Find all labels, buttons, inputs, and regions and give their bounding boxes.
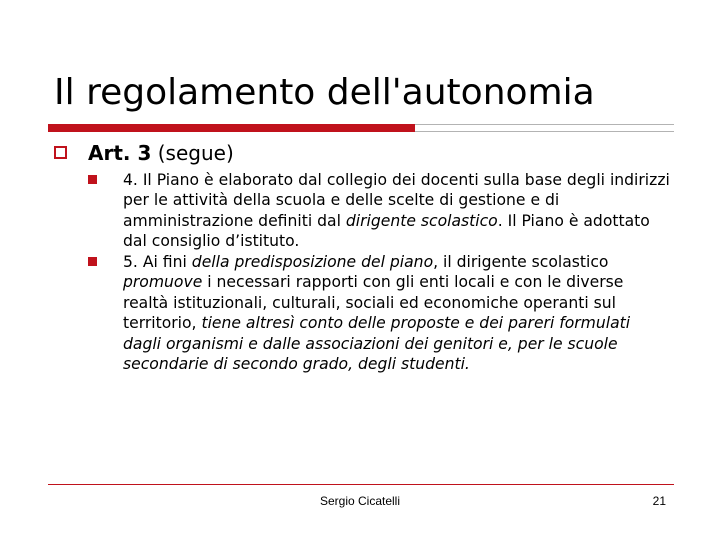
text-segment: , il dirigente scolastico [433,253,609,271]
list-item-text [123,252,673,374]
heading-rest: (segue) [151,141,234,165]
text-segment: i necessari rapporti con gli enti locali e con le diverse realtà istituzionali, culturali, sociali ed economiche operanti sul territorio, [123,273,624,333]
title-rule-red [48,124,415,132]
heading-article: Art. 3 [88,141,152,165]
footer-divider [48,484,674,485]
hollow-square-bullet-icon [54,146,67,159]
text-segment: 4. Il Piano è elaborato dal collegio dei docenti sulla base degli indirizzi per le attività della scuola e delle scelte di gestione e di amministrazione definiti dal [123,171,670,230]
square-bullet-icon [88,257,97,266]
square-bullet-icon [88,175,97,184]
italic-text-segment: promuove [123,273,203,292]
slide-title: Il regolamento dell'autonomia [54,72,595,113]
heading-text [88,140,234,166]
page-number: 21 [652,494,666,508]
italic-text-segment: tiene altresì conto delle proposte e dei pareri formulati dagli organismi e dalle associazioni dei genitori e, per le scuole secondarie di secondo grado, degli studenti. [123,314,631,374]
list-item-text [123,170,673,252]
italic-text-segment: della predisposizione del piano [191,253,434,271]
footer-author: Sergio Cicatelli [319,494,401,508]
text-segment: 5. Ai fini [123,253,192,271]
text-segment: . Il Piano è adottato dal consiglio d’istituto. [123,211,650,251]
italic-text-segment: dirigente scolastico [345,211,498,230]
